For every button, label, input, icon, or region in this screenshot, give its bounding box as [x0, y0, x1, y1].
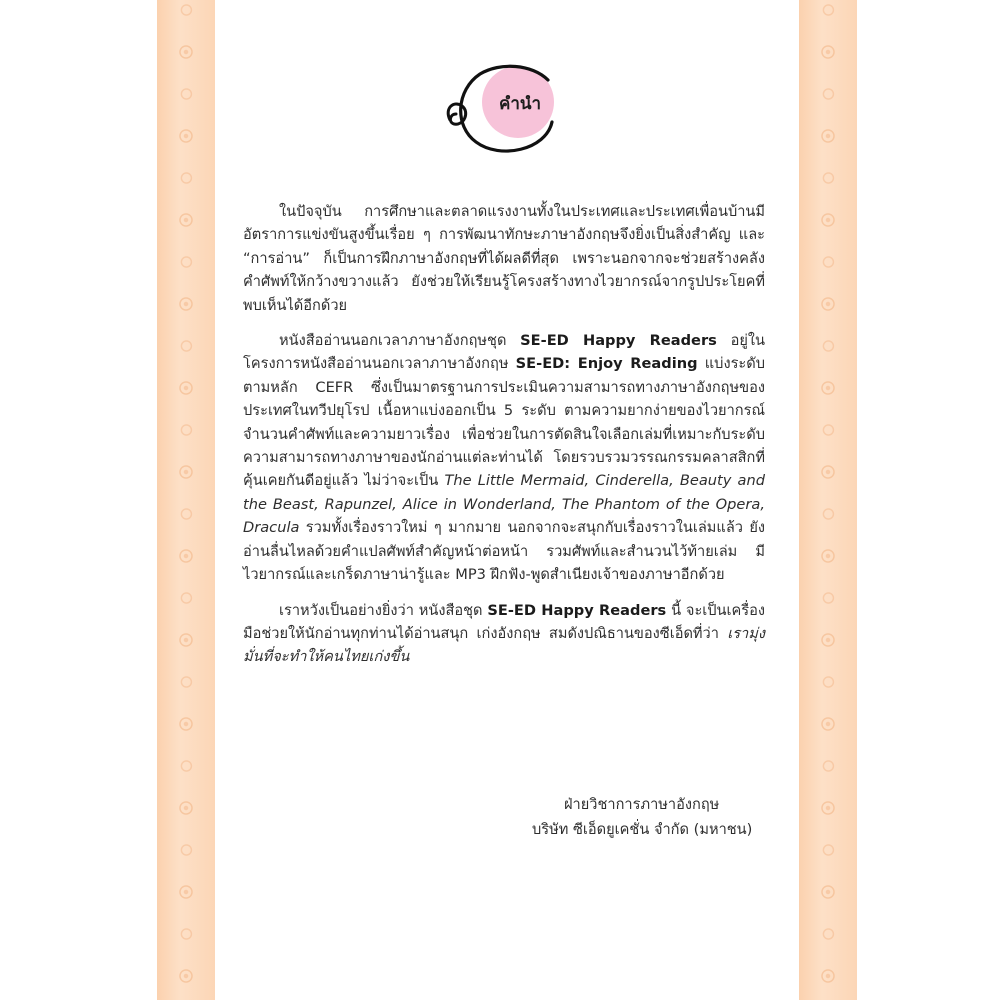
paragraph-2-text-c: อยู่ในโครงการหนังสืออ่านนอกเวลาภาษาอังกฤษ	[243, 332, 766, 373]
curl-stroke	[448, 104, 466, 124]
book-titles: The Little Mermaid, Cinderella, Beauty and the Beast, Rapunzel, Alice in Wonderland, The Phantom of the Opera, Dracula	[243, 472, 766, 537]
signature-department: ฝ่ายวิชาการภาษาอังกฤษ	[564, 796, 720, 813]
body-text	[243, 200, 765, 681]
paragraph-1-text: ในปัจจุบัน การศึกษาและตลาดแรงงานทั้งในประเทศและประเทศเพื่อนบ้านมีอัตราการแข่งขันสูงขึ้นเรื่อย ๆ การพัฒนาทักษะภาษาอังกฤษจึงยิ่งเป็นสิ่งสำคัญ และ “การอ่าน” ก็เป็นการฝึกภาษาอังกฤษที่ได้ผลดีที่สุด เพราะนอกจากจะช่วยสร้างคลังคำศัพท์ให้กว้างขวางแล้ว ยังช่วยให้เรียนรู้โครงสร้างทางไวยากรณ์จากรูปประโยคที่พบเห็นได้อีกด้วย	[243, 203, 765, 314]
paragraph-3-text-c: นี้ จะเป็นเครื่องมือช่วยให้นักอ่านทุกท่านได้อ่านสนุก เก่งอังกฤษ สมดังปณิธานของซีเอ็ดที่ว่า	[243, 601, 765, 642]
signature-company: บริษัท ซีเอ็ดยูเคชั่น จำกัด (มหาชน)	[532, 821, 753, 838]
signature-block	[500, 792, 810, 842]
paragraph-2-text-a: หนังสืออ่านนอกเวลาภาษาอังกฤษชุด	[279, 332, 521, 350]
series-name: SE-ED Happy Readers	[520, 332, 717, 350]
company-motto: เรามุ่งมั่นที่จะทำให้คนไทยเก่งขึ้น	[243, 624, 765, 666]
left-decorative-border	[157, 0, 215, 1000]
paragraph-2-text-g: รวมทั้งเรื่องราวใหม่ ๆ มากมาย นอกจากจะสนุกกับเรื่องราวในเล่มแล้ว ยังอ่านลื่นไหลด้วยคำแปลศัพท์สำคัญหน้าต่อหน้า รวมศัพท์และสำนวนไว้ท้ายเล่ม มีไวยากรณ์และเกร็ดภาษาน่ารู้และ MP3 ฝึกฟัง-พูดสำเนียงเจ้าของภาษาอีกด้วย	[243, 519, 765, 584]
page-title: คำนำ	[498, 94, 542, 114]
heading-badge	[440, 60, 560, 160]
paragraph-1	[243, 200, 765, 317]
paragraph-3	[243, 599, 765, 669]
right-decorative-border	[799, 0, 857, 1000]
paragraph-2	[243, 329, 765, 586]
paragraph-3-text-a: เราหวังเป็นอย่างยิ่งว่า หนังสือชุด	[279, 601, 488, 619]
project-name: SE-ED: Enjoy Reading	[515, 355, 698, 373]
series-name: SE-ED Happy Readers	[487, 601, 667, 619]
paragraph-2-text-e: แบ่งระดับตามหลัก CEFR ซึ่งเป็นมาตรฐานการประเมินความสามารถทางภาษาอังกฤษของประเทศในทวีปยุโรป เนื้อหาแบ่งออกเป็น 5 ระดับ ตามความยากง่ายของไวยากรณ์ จำนวนคำศัพท์และความยาวเรื่อง เพื่อช่วยในการตัดสินใจเลือกเล่มที่เหมาะกับระดับความสามารถทางภาษาของนักอ่านแต่ละท่านได้ โดยรวบรวมวรรณกรรมคลาสสิกที่คุ้นเคยกันดีอยู่แล้ว ไม่ว่าจะเป็น	[243, 355, 765, 490]
